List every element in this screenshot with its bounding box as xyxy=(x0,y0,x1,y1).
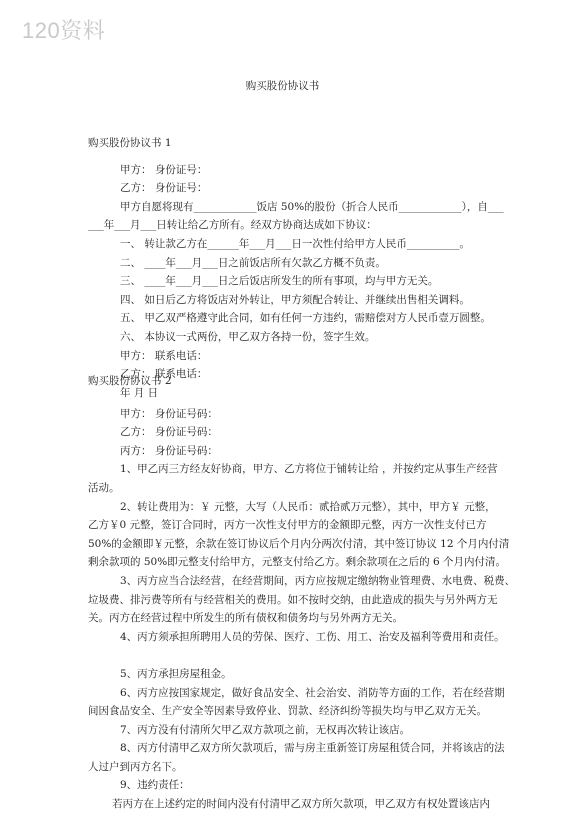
s1-line: 甲方： 联系电话： xyxy=(120,349,208,362)
s2-line: 乙方￥0 元整，签订合同时，丙方一次性支付甲方的金额即元整，丙方一次性支付已方 xyxy=(88,519,487,532)
s1-line: 三、 ____年___月___日之后饭店所发生的所有事项，均与甲方无关。 xyxy=(120,275,439,288)
s2-line: 2、转让费用为：￥ 元整，大写（人民币：贰拾贰万元整），其中，甲方￥ 元整， xyxy=(120,500,496,513)
s2-line: 9、违约责任： xyxy=(120,779,190,792)
watermark-logo-text: 120资料 xyxy=(22,18,106,43)
s1-line: 五、 甲乙双严格遵守此合同，如有任何一方违约，需赔偿对方人民币壹万圆整。 xyxy=(120,312,491,325)
s2-line: 50%的金额即￥元整，余款在签订协议后个月内分两次付清，其中签订协议 12 个月内付清 xyxy=(88,537,510,550)
s2-line: 丙方： 身份证号码： xyxy=(120,444,218,457)
s1-line: 乙方： 联系电话： xyxy=(120,368,208,381)
s1-line: 一、 转让款乙方在______年___月___日一次性付给甲方人民币__________。 xyxy=(120,237,470,250)
s1-date-line: 年 月 日 xyxy=(120,386,159,399)
s2-line: 3、丙方应当合法经营，在经营期间，丙方应按规定缴纳物业管理费、水电费、税费、 xyxy=(120,574,516,587)
s2-line: 5、丙方承担房屋租金。 xyxy=(120,667,232,680)
s2-blank-line xyxy=(88,646,505,665)
s2-line: 剩余款项的 50%即元整支付给甲方，元整支付给乙方。剩余款项在之后的 6 个月内付清。 xyxy=(88,556,507,569)
s1-line: ___年___月___日转让给乙方所有。经双方协商达成如下协议： xyxy=(88,219,377,232)
s2-line: 甲方： 身份证号码： xyxy=(120,407,218,420)
agreement-section-1 xyxy=(88,134,505,402)
s1-line: 甲方自愿将现有____________饭店 50%的股份（折合人民币____________），自___ xyxy=(120,200,504,213)
s2-line: 乙方： 身份证号码： xyxy=(120,426,218,439)
s2-line: 关。丙方在经营过程中所发生的所有债权和债务均与另外两方无关。 xyxy=(88,612,403,625)
s1-line: 乙方： 身份证号： xyxy=(120,182,208,195)
s2-line: 4、丙方须承担所聘用人员的劳保、医疗、工伤、用工、治安及福利等费用和责任。 xyxy=(120,630,505,643)
s1-line: 四、 如日后乙方将饭店对外转让，甲方须配合转让、并继续出售相关调料。 xyxy=(120,293,470,306)
s2-line: 活动。 xyxy=(88,481,120,494)
s2-line: 人过户到丙方名下。 xyxy=(88,760,183,773)
section-2-heading: 购买股份协议书 2 xyxy=(88,375,172,387)
document-title: 购买股份协议书 xyxy=(245,80,320,92)
s1-line: 二、 ____年___月___日之前饭店所有欠款乙方概不负责。 xyxy=(120,256,386,269)
s2-line: 若丙方在上述约定的时间内没有付清甲乙双方所欠款项，甲乙双方有权处置该店内 xyxy=(112,798,490,811)
s2-line: 7、丙方没有付清所欠甲乙双方款项之前，无权再次转让该店。 xyxy=(120,723,411,736)
s2-line: 垃圾费、排污费等所有与经营相关的费用。如不按时交纳，由此造成的损失与另外两方无 xyxy=(88,593,498,606)
s2-line: 间因食品安全、生产安全等因素导致停业、罚款、经济纠纷等损失均与甲乙双方无关。 xyxy=(88,705,487,718)
section-1-heading: 购买股份协议书 1 xyxy=(88,137,172,149)
s1-line: 甲方： 身份证号： xyxy=(120,163,208,176)
s2-line: 1、甲乙丙三方经友好协商，甲方、乙方将位于铺转让给 ，并按约定从事生产经营 xyxy=(120,463,498,476)
s2-line: 6、丙方应按国家规定，做好食品安全、社会治安、消防等方面的工作，若在经营期 xyxy=(120,686,505,699)
s1-line: 六、 本协议一式两份，甲乙双方各持一份，签字生效。 xyxy=(120,330,376,343)
s2-line: 8、丙方付清甲乙双方所欠款项后，需与房主重新签订房屋租赁合同，并将该店的法 xyxy=(120,742,505,755)
agreement-section-2 xyxy=(88,372,516,814)
